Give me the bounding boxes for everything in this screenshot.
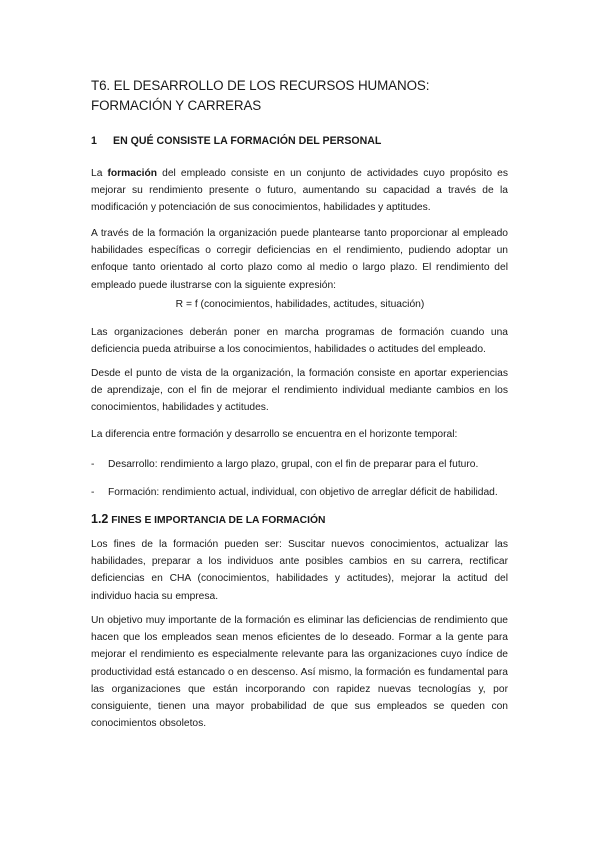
list-item xyxy=(91,484,511,501)
paragraph-programs: Las organizaciones deberán poner en marcha programas de formación cuando una deficiencia pueda atribuirse a los conocimientos, habilidades o actitudes del empleado. xyxy=(91,327,508,356)
section-1-2-title: FINES E IMPORTANCIA DE LA FORMACIÓN xyxy=(111,515,326,526)
bullet-text-desarrollo: Desarrollo: rendimiento a largo plazo, grupal, con el fin de preparar para el futuro. xyxy=(108,459,479,470)
paragraph-org-view: Desde el punto de vista de la organización, la formación consiste en aportar experiencias de aprendizaje, con el fin de mejorar el rendimiento individual mediante cambios en los conocimientos, habilidades y actitudes. xyxy=(91,368,508,414)
section-1-heading xyxy=(91,134,381,148)
paragraph-definition: La formación del empleado consiste en un conjunto de actividades cuyo propósito es mejorar su rendimiento presente o futuro, aumentando su capacidad a través de la modificación y potenciación de sus conocimientos, habilidades y aptitudes. xyxy=(91,168,508,214)
section-1-number: 1 xyxy=(91,135,97,147)
paragraph-difference: La diferencia entre formación y desarrollo se encuentra en el horizonte temporal: xyxy=(91,429,458,440)
bullet-marker: - xyxy=(91,459,95,470)
bullet-marker: - xyxy=(91,487,95,498)
performance-formula: R = f (conocimientos, habilidades, actitudes, situación) xyxy=(175,299,425,310)
paragraph-approach: A través de la formación la organización puede plantearse tanto proporcionar al empleado habilidades específicas o corregir deficiencias en el rendimiento, pudiendo adoptar un enfoque tanto orientado al corto plazo como al medio o largo plazo. El rendimiento del empleado puede ilustrarse con la siguiente expresión: xyxy=(91,228,508,291)
section-1-title: EN QUÉ CONSISTE LA FORMACIÓN DEL PERSONAL xyxy=(113,135,382,147)
document-title: T6. EL DESARROLLO DE LOS RECURSOS HUMANOS: FORMACIÓN Y CARRERAS xyxy=(91,78,430,113)
bullet-text-formacion: Formación: rendimiento actual, individual, con objetivo de arreglar déficit de habilidad. xyxy=(108,487,498,498)
list-item xyxy=(91,456,511,473)
paragraph-fines: Los fines de la formación pueden ser: Suscitar nuevos conocimientos, actualizar las habilidades, preparar a los individuos ante posibles cambios en su carrera, rectificar deficiencias en CHA (conocimientos, habilidades y actitudes), mejorar la actitud del individuo hacia su empresa. xyxy=(91,539,508,602)
bold-term: formación xyxy=(107,168,158,179)
section-1-2-heading xyxy=(91,512,325,528)
section-1-2-number: 1.2 xyxy=(91,512,109,526)
paragraph-objetivo: Un objetivo muy importante de la formación es eliminar las deficiencias de rendimiento que hacen que los empleados sean menos eficientes de lo deseado. Formar a la gente para mejorar el rendimiento es especialmente relevante para las organizaciones cuyo índice de productividad está estancado o en descenso. Así mismo, la formación es fundamental para las organizaciones que están incorporando con rapidez nuevas tecnologías y, por consiguiente, tienen una mayor probabilidad de que sus empleados se queden con conocimientos obsoletos. xyxy=(91,615,508,730)
